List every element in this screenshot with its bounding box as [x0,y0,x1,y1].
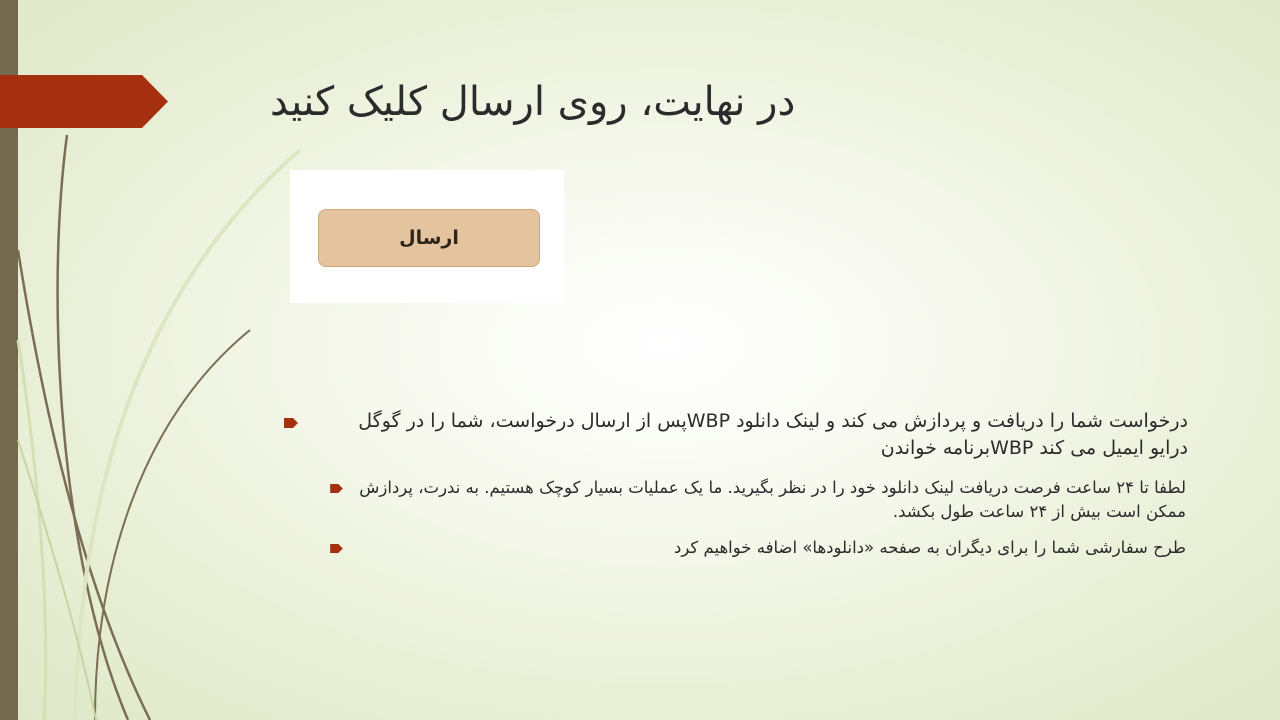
submit-button[interactable]: ارسال [318,209,540,267]
list-item [282,408,1194,462]
bullet-text: لطفا تا ۲۴ ساعت فرصت دریافت لینک دانلود خود را در نظر بگیرید. ما یک عملیات بسیار کوچک هستیم. به ندرت، پردازش ممکن است بیش از ۲۴ ساعت طول بکشد. [359,478,1186,521]
bullet-text: طرح سفارشی شما را برای دیگران به صفحه «دانلودها» اضافه خواهیم کرد [673,538,1186,557]
button-screenshot [290,170,564,303]
arrow-bullet-icon [330,484,343,493]
list-item [282,536,1194,560]
slide-title: در نهایت، روی ارسال کلیک کنید [270,79,796,125]
arrow-bullet-icon [330,544,343,553]
arrow-bullet-icon [284,418,298,428]
bullet-list [282,408,1194,560]
arrow-banner-icon [0,75,168,128]
bullet-text: درخواست شما را دریافت و پردازش می کند و لینک دانلود WBPپس از ارسال درخواست، شما را در گوگل درایو ایمیل می کند WBPبرنامه خواندن [358,410,1188,459]
list-item [282,476,1194,524]
